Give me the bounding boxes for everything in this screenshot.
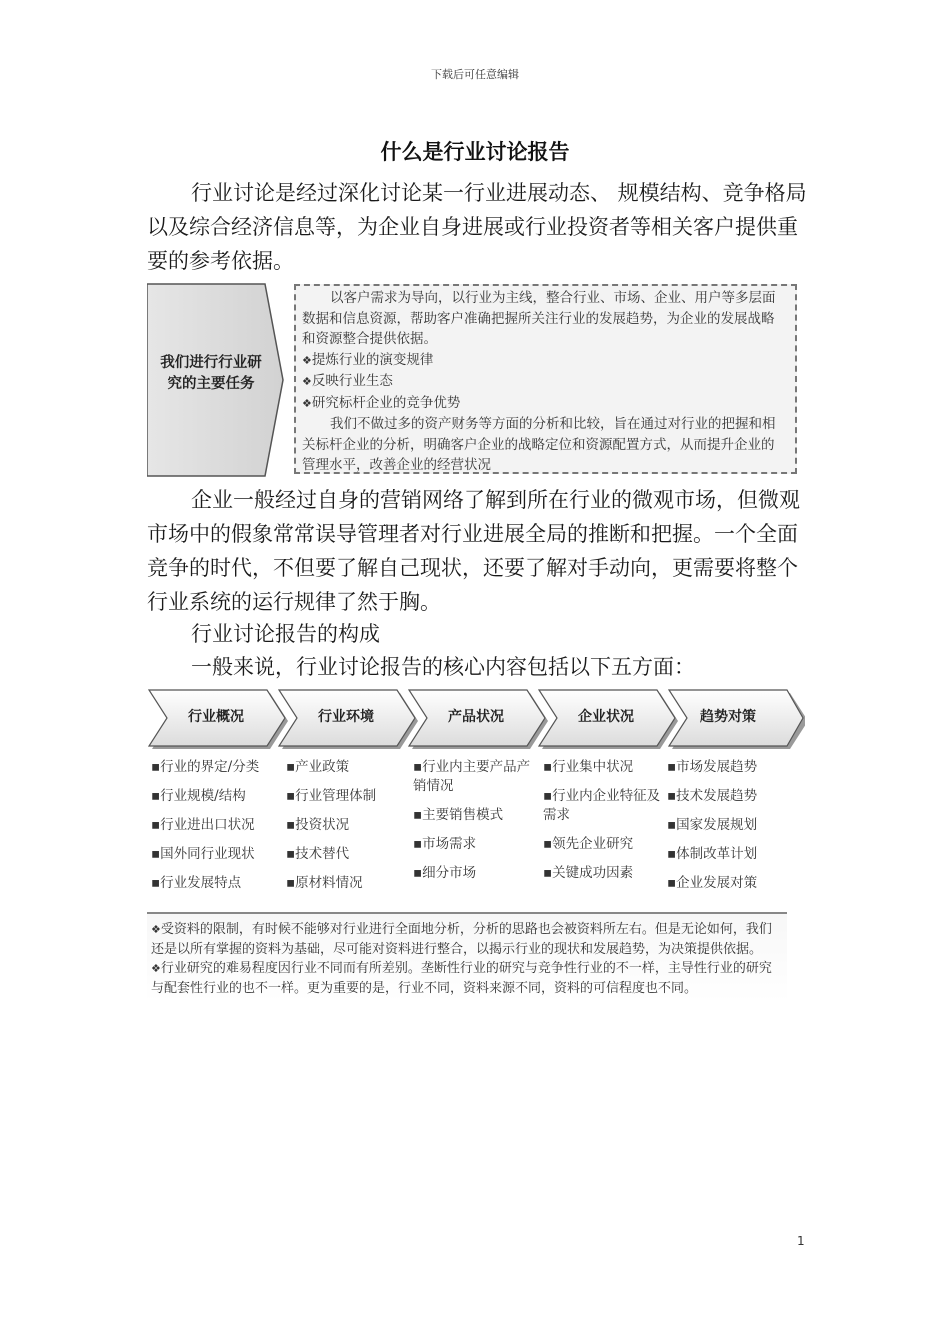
report-structure-figure (147, 686, 805, 1046)
list-item: ▪ 行业集中状况 (543, 758, 661, 777)
list-item: ▪ 行业发展特点 (151, 874, 285, 893)
note-item: ❖ 行业研究的难易程度因行业不同而有所差别。垄断性行业的研究与竞争性行业的不一样，主导性行业的研究与配套性行业的也不一样。更为重要的是，行业不同，资料来源不同，资料的可信程度也不同。 (151, 959, 781, 998)
list-item: ▪ 行业内企业特征及需求 (543, 787, 661, 825)
list-item: ▪ 技术发展趋势 (667, 787, 801, 806)
column-header: 产品状况 (448, 709, 504, 725)
list-item: ▪ 投资状况 (286, 816, 408, 835)
page-number: 1 (797, 1234, 805, 1248)
tasks-closing: 我们不做过多的资产财务等方面的分析和比较，旨在通过对行业的把握和相关标杆企业的分析，明确客户企业的战略定位和资源配置方式，从而提升企业的管理水平，改善企业的经营状况 (302, 416, 776, 473)
list-item: ▪ 原材料情况 (286, 874, 408, 893)
list-item: ▪ 细分市场 (413, 864, 533, 883)
column-industry-overview (151, 758, 285, 903)
research-tasks-figure (147, 282, 805, 482)
paragraph-five-aspects: 一般来说，行业讨论报告的核心内容包括以下五方面： (191, 655, 695, 679)
tasks-label-arrow (147, 282, 287, 478)
column-header: 企业状况 (578, 709, 634, 725)
tasks-label: 我们进行行业研究的主要任务 (160, 354, 262, 392)
list-item: ▪ 国外同行业现状 (151, 845, 285, 864)
figure-notes (147, 912, 787, 1002)
column-header: 行业环境 (318, 709, 374, 725)
column-header: 趋势对策 (700, 709, 756, 725)
list-item: ▪ 行业进出口状况 (151, 816, 285, 835)
list-item: ▪ 关键成功因素 (543, 864, 661, 883)
list-item: ▪ 行业的界定/分类 (151, 758, 285, 777)
list-item: ▪ 企业发展对策 (667, 874, 801, 893)
list-item: ▪ 主要销售模式 (413, 806, 533, 825)
paragraph-intro: 行业讨论是经过深化讨论某一行业进展动态、 规模结构、竞争格局以及综合经济信息等，为企业自身进展或行业投资者等相关客户提供重要的参考依据。 (147, 181, 807, 273)
list-item: ▪ 行业管理体制 (286, 787, 408, 806)
task-bullet: ❖ 反映行业生态 (302, 371, 787, 393)
page-title: 什么是行业讨论报告 (380, 140, 570, 164)
list-item: ▪ 行业内主要产品产销情况 (413, 758, 533, 796)
list-item: ▪ 国家发展规划 (667, 816, 801, 835)
column-industry-environment (286, 758, 408, 903)
tasks-description-box (294, 284, 797, 474)
list-item: ▪ 市场需求 (413, 835, 533, 854)
note-item: ❖ 受资料的限制，有时候不能够对行业进行全面地分析，分析的思路也会被资料所左右。但是无论如何，我们还是以所有掌握的资料为基础，尽可能对资料进行整合，以揭示行业的现状和发展趋势，为决策提供依据。 (151, 920, 781, 959)
list-item: ▪ 领先企业研究 (543, 835, 661, 854)
list-item: ▪ 技术替代 (286, 845, 408, 864)
task-bullet: ❖ 研究标杆企业的竞争优势 (302, 393, 787, 415)
column-product-status (413, 758, 533, 893)
list-item: ▪ 体制改革计划 (667, 845, 801, 864)
tasks-intro: 以客户需求为导向，以行业为主线，整合行业、市场、企业、用户等多层面数据和信息资源，帮助客户准确把握所关注行业的发展趋势，为企业的发展战略和资源整合提供依据。 (302, 290, 776, 347)
list-item: ▪ 市场发展趋势 (667, 758, 801, 777)
column-enterprise-status (543, 758, 661, 893)
section-heading: 行业讨论报告的构成 (191, 622, 380, 646)
column-header: 行业概况 (188, 709, 244, 725)
column-trends (667, 758, 801, 903)
list-item: ▪ 产业政策 (286, 758, 408, 777)
task-bullet: ❖ 提炼行业的演变规律 (302, 350, 787, 372)
list-item: ▪ 行业规模/结构 (151, 787, 285, 806)
header-note: 下载后可任意编辑 (431, 68, 519, 81)
paragraph-market: 企业一般经过自身的营销网络了解到所在行业的微观市场，但微观市场中的假象常常误导管理者对行业进展全局的推断和把握。一个全面竞争的时代，不但要了解自己现状，还要了解对手动向，更需要将整个行业系统的运行规律了然于胸。 (147, 488, 800, 614)
